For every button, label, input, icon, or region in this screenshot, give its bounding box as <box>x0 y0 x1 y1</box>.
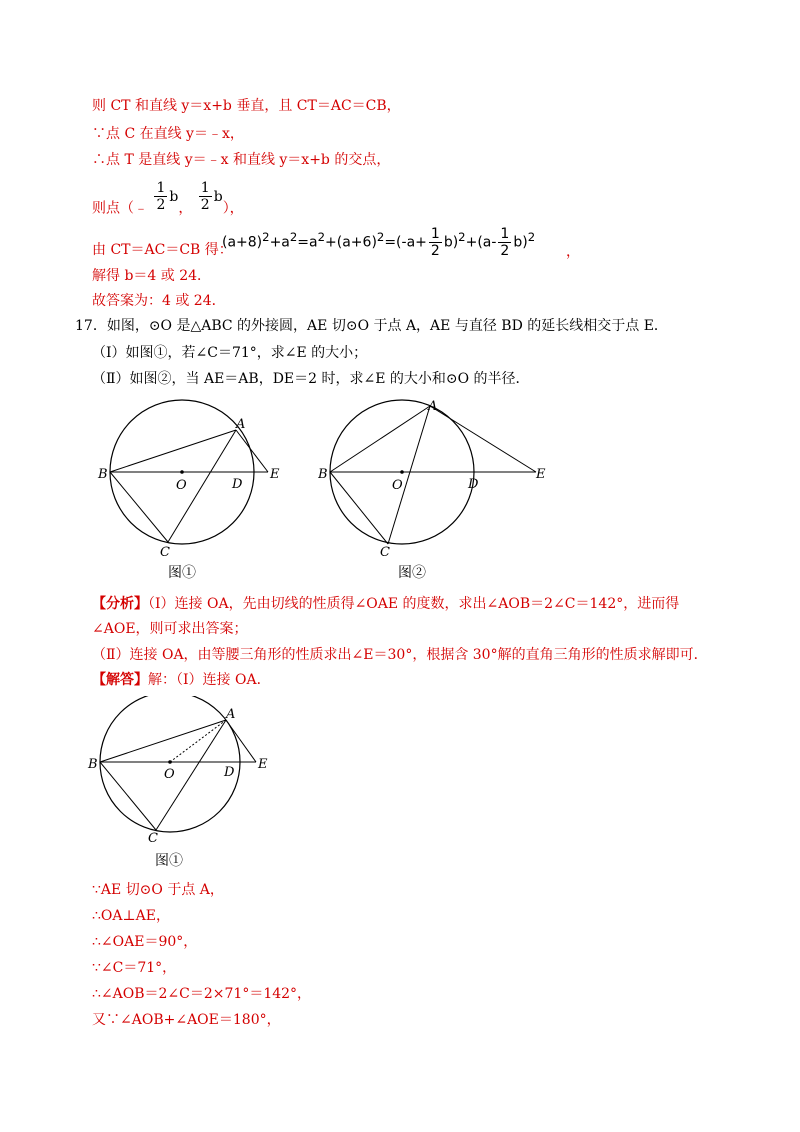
figure-2-caption: 图② <box>398 565 426 581</box>
answer-tag: 【解答】 <box>92 672 148 688</box>
label-b: B <box>88 757 98 772</box>
label-e: E <box>536 467 546 482</box>
point-suffix: ）， <box>222 200 244 217</box>
fraction-var: b <box>213 188 223 205</box>
figure-3 <box>86 696 276 846</box>
fraction-denominator: 2 <box>200 197 210 213</box>
fraction-half-2 <box>199 180 212 213</box>
label-b: B <box>318 467 328 482</box>
step-3: ∴∠OAE＝90°， <box>92 934 198 950</box>
fraction-half-1 <box>154 180 167 213</box>
segment-ca <box>388 406 430 544</box>
answer-line-1 <box>92 670 271 690</box>
solution-line-2: ∵点 C 在直线 y＝﹣x， <box>92 126 244 142</box>
question-17-part-2: （Ⅱ）如图②，当 AE＝AB，DE＝2 时，求∠E 的大小和⊙O 的半径． <box>92 371 530 387</box>
label-e: E <box>258 757 268 772</box>
step-4: ∵∠C＝71°， <box>92 960 177 976</box>
solution-line-5: 由 CT＝AC＝CB 得： <box>92 242 233 258</box>
label-a: A <box>428 399 438 414</box>
segment-ba <box>330 406 430 472</box>
solution-line-6: 解得 b＝4 或 24． <box>92 268 212 284</box>
label-o: O <box>176 478 187 493</box>
segment-bc <box>330 472 388 544</box>
circle-o <box>100 696 240 832</box>
fraction-numerator: 1 <box>200 180 210 196</box>
analysis-line-1 <box>92 594 679 614</box>
label-o: O <box>164 767 175 782</box>
step-1: ∵AE 切⊙O 于点 A， <box>92 882 224 898</box>
center-dot <box>180 470 184 474</box>
segment-oa-dashed <box>170 720 226 762</box>
analysis-text-1: （Ⅰ）连接 OA，先由切线的性质得∠OAE 的度数，求出∠AOB＝2∠C＝142°，进而得 <box>148 596 680 612</box>
step-2: ∴OA⊥AE， <box>92 908 170 924</box>
label-c: C <box>148 831 158 846</box>
solution-line-1: 则 CT 和直线 y＝x+b 垂直，且 CT＝AC＝CB， <box>92 98 401 114</box>
label-e: E <box>270 467 280 482</box>
tangent-ae <box>236 430 268 472</box>
center-dot <box>400 470 404 474</box>
label-d: D <box>468 477 479 492</box>
label-d: D <box>224 765 235 780</box>
tangent-ae <box>430 406 536 472</box>
equation-image: $(a+8)^2+a^2=a^2+(a+6)^2=(-a+$ $\frac{1}{2}$ b)$^2$+(a- $\frac{1}{2}$ b)$^2$ <box>222 226 536 259</box>
label-a: A <box>236 417 246 432</box>
figure-2 <box>318 398 552 558</box>
center-dot <box>168 760 172 764</box>
label-c: C <box>380 545 390 558</box>
solution-line-7: 故答案为：4 或 24． <box>92 293 226 309</box>
label-b: B <box>98 467 108 482</box>
label-c: C <box>160 545 170 558</box>
question-17-part-1: （Ⅰ）如图①，若∠C＝71°，求∠E 的大小； <box>92 345 368 361</box>
tangent-ae <box>226 720 256 762</box>
segment-ba <box>100 720 226 762</box>
figure-3-caption: 图① <box>155 853 183 869</box>
solution-line-5-end: ， <box>566 244 580 260</box>
label-a: A <box>226 707 236 722</box>
fraction-numerator: 1 <box>156 180 166 196</box>
analysis-tag: 【分析】 <box>92 596 148 612</box>
fraction-denominator: 2 <box>156 197 166 213</box>
point-prefix: 则点（﹣ <box>92 200 148 217</box>
step-6: 又∵∠AOB+∠AOE＝180°， <box>92 1012 281 1028</box>
figure-1 <box>96 398 286 558</box>
figure-1-caption: 图① <box>168 565 196 581</box>
solution-line-3: ∴点 T 是直线 y＝﹣x 和直线 y＝x+b 的交点， <box>92 152 391 168</box>
question-17: 17．如图，⊙O 是△ABC 的外接圆，AE 切⊙O 于点 A，AE 与直径 BD 的延长线相交于点 E． <box>75 318 668 334</box>
analysis-line-1b: ∠AOE，则可求出答案； <box>92 621 248 637</box>
step-5: ∴∠AOB＝2∠C＝2×71°＝142°， <box>92 986 312 1002</box>
label-o: O <box>392 478 403 493</box>
point-sep: ， <box>178 200 193 217</box>
label-d: D <box>232 477 243 492</box>
fraction-var: b <box>169 188 179 205</box>
analysis-line-2: （Ⅱ）连接 OA，由等腰三角形的性质求出∠E＝30°，根据含 30°解的直角三角形的性质求解即可． <box>92 647 708 663</box>
answer-text-1: 解：（Ⅰ）连接 OA． <box>148 672 271 688</box>
segment-ba <box>110 430 236 472</box>
solution-line-4 <box>92 180 244 225</box>
